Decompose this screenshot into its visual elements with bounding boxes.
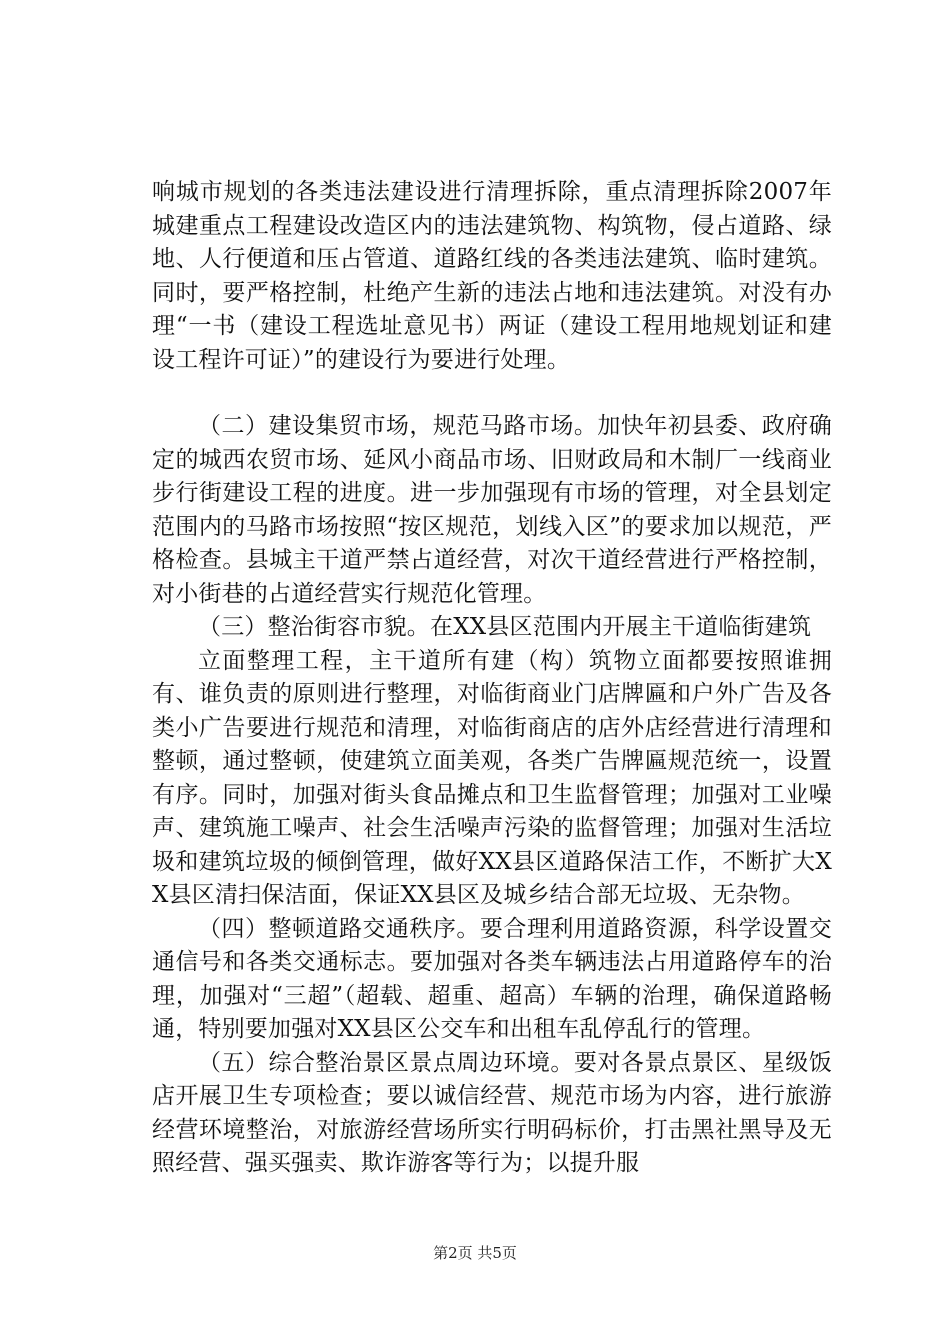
paragraph-6: （五）综合整治景区景点周边环境。要对各景点景区、星级饭店开展卫生专项检查；要以诚信经营、规范市场为内容，进行旅游经营环境整治，对旅游经营场所实行明码标价，打击黑社黑导及无照经营、强买强卖、欺诈游客等行为；以提升服 (152, 1049, 832, 1176)
paragraph-4: 立面整理工程，主干道所有建（构）筑物立面都要按照谁拥有、谁负责的原则进行整理，对临街商业门店牌匾和户外广告及各类小广告要进行规范和清理，对临街商店的店外店经营进行清理和整顿，通过整顿，使建筑立面美观，各类广告牌匾规范统一，设置有序。同时，加强对街头食品摊点和卫生监督管理；加强对工业噪声、建筑施工噪声、社会生活噪声污染的监督管理；加强对生活垃圾和建筑垃圾的倾倒管理，做好XX县区道路保洁工作，不断扩大XX县区清扫保洁面，保证XX县区及城乡结合部无垃圾、无杂物。 (152, 647, 832, 908)
paragraph-5: （四）整顿道路交通秩序。要合理利用道路资源，科学设置交通信号和各类交通标志。要加强对各类车辆违法占用道路停车的治理，加强对“三超”（超载、超重、超高）车辆的治理，确保道路畅通，特别要加强对XX县区公交车和出租车乱停乱行的管理。 (152, 915, 832, 1042)
paragraph-3: （三）整治街容市貌。在XX县区范围内开展主干道临街建筑 (198, 614, 812, 640)
paragraph-2: （二）建设集贸市场，规范马路市场。加快年初县委、政府确定的城西农贸市场、延风小商品市场、旧财政局和木制厂一线商业步行街建设工程的进度。进一步加强现有市场的管理，对全县划定范围内的马路市场按照“按区规范，划线入区”的要求加以规范，严格检查。县城主干道严禁占道经营，对次干道经营进行严格控制，对小街巷的占道经营实行规范化管理。 (152, 413, 832, 607)
paragraph-1: 响城市规划的各类违法建设进行清理拆除，重点清理拆除2007年城建重点工程建设改造区内的违法建筑物、构筑物，侵占道路、绿地、人行便道和压占管道、道路红线的各类违法建筑、临时建筑。同时，要严格控制，杜绝产生新的违法占地和违法建筑。对没有办理“一书（建设工程选址意见书）两证（建设工程用地规划证和建设工程许可证）”的建设行为要进行处理。 (152, 179, 832, 373)
page-number-footer: 第2页 共5页 (433, 1244, 517, 1262)
document-body (152, 176, 832, 1181)
